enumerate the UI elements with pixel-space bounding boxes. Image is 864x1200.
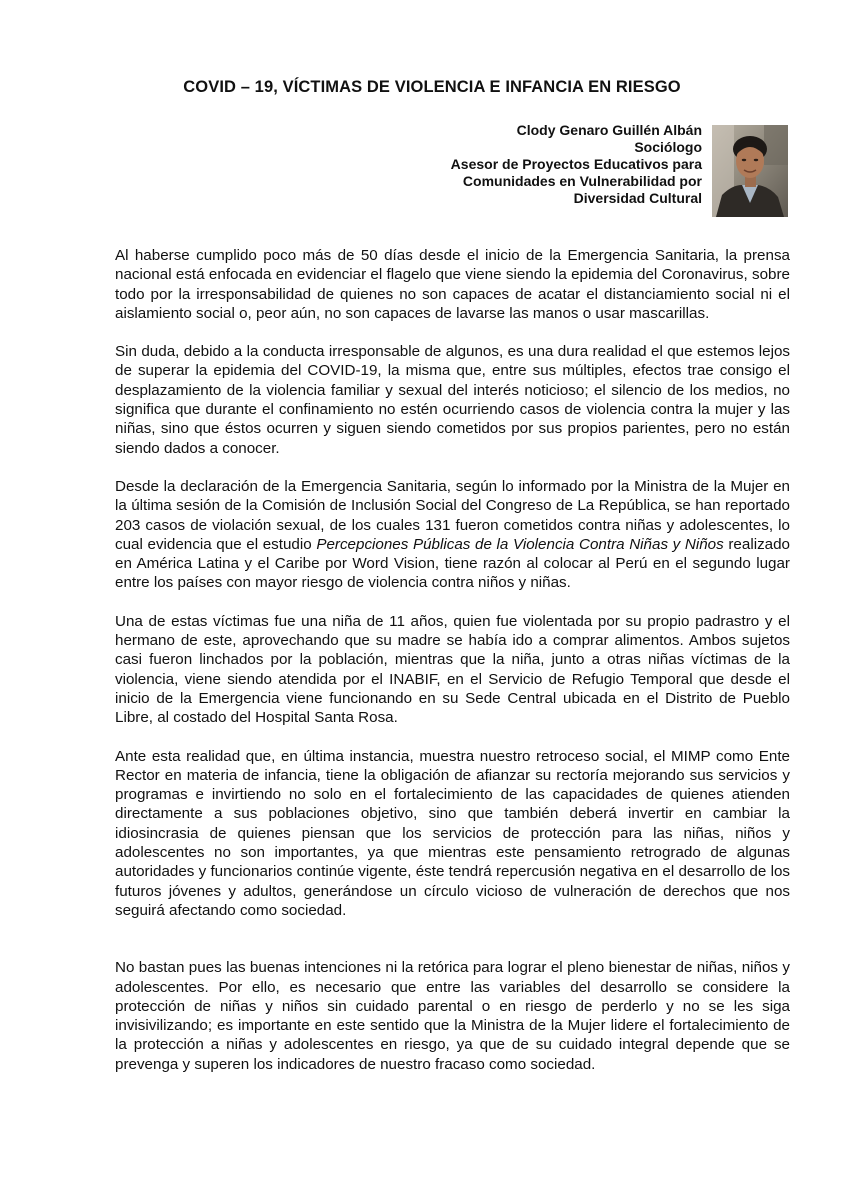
paragraph: Una de estas víctimas fue una niña de 11 años, quien fue violentada por su propio padrastro y el hermano de este, aprovechando que su madre se había ido a comprar alimentos. Ambos sujetos casi fueron linchados por la población, mientras que la niña, junto a otras niñas víctimas de la violencia, viene siendo atendida por el INABIF, en el Servicio de Refugio Temporal que desde el inicio de la Emergencia viene funcionando en su Sede Central ubicada en el Distrito de Pueblo Libre, al costado del Hospital Santa Rosa. <box>115 612 790 727</box>
author-position-line: Diversidad Cultural <box>573 190 702 206</box>
author-position-line: Asesor de Proyectos Educativos para <box>450 156 702 172</box>
paragraph: Sin duda, debido a la conducta irresponsable de algunos, es una dura realidad el que estemos lejos de superar la epidemia del COVID-19, la misma que, entre sus múltiples, efectos trae consigo el desplazamiento de la violencia familiar y sexual del interés noticioso; el silencio de los medios, no significa que durante el confinamiento no estén ocurriendo casos de violencia contra la mujer y las niñas, sino que éstos ocurren y siguen siendo cometidos por sus propios parientes, pero no están siendo dados a conocer. <box>115 343 790 457</box>
author-photo <box>712 125 788 217</box>
paragraph <box>115 477 790 593</box>
paragraph: No bastan pues las buenas intenciones ni la retórica para lograr el pleno bienestar de niñas, niños y adolescentes. Por ello, es necesario que entre las variables del desarrollo se considere la protección de niñas y niños sin cuidado parental o en riesgo de perderlo y no se les siga invisivilizando; es importante en este sentido que la Ministra de la Mujer lidere el fortalecimiento de la protección a niñas y adolescentes en riesgo, ya que de su cuidado integral depende que se prevenga y superen los indicadores de nuestro fracaso como sociedad. <box>115 959 790 1073</box>
article-body <box>115 246 790 1093</box>
author-block <box>322 122 702 207</box>
paragraph-text: realizado en América Latina y el Caribe por Word Vision, tiene razón al colocar al Perú en el segundo lugar entre los países con mayor riesgo de violencia contra niños y niñas. <box>115 535 790 592</box>
paragraph: Al haberse cumplido poco más de 50 días desde el inicio de la Emergencia Sanitaria, la prensa nacional está enfocada en evidenciar el flagelo que viene siendo la epidemia del Coronavirus, sobre todo por la irresponsabilidad de quienes no son capaces de acatar el distanciamiento social ni el aislamiento social o, peor aún, no son capaces de lavarse las manos o usar mascarillas. <box>115 247 790 322</box>
author-position-line: Comunidades en Vulnerabilidad por <box>462 173 702 189</box>
author-name: Clody Genaro Guillén Albán <box>516 122 702 138</box>
study-title: Percepciones Públicas de la Violencia Contra Niñas y Niños <box>316 535 724 553</box>
author-role: Sociólogo <box>634 139 702 155</box>
paragraph-text: Desde la declaración de la Emergencia Sanitaria, según lo informado por la Ministra de la Mujer en la última sesión de la Comisión de Inclusión Social del Congreso de La República, se han reportado 203 casos de violación sexual, de los cuales 131 fueron cometidos contra niñas y adolescentes, lo cual evidencia que el estudio <box>115 477 790 553</box>
document-title: COVID – 19, VÍCTIMAS DE VIOLENCIA E INFANCIA EN RIESGO <box>183 78 681 96</box>
paragraph: Ante esta realidad que, en última instancia, muestra nuestro retroceso social, el MIMP como Ente Rector en materia de infancia, tiene la obligación de afianzar su rectoría mejorando sus servicios y programas e invirtiendo no solo en el fortalecimiento de las capacidades de quienes atienden directamente a sus poblaciones objetivo, sino que también deberá invertir en cambiar la idiosincrasia de quienes piensan que los servicios de protección para las niñas, niños y adolescentes no son importantes, ya que mientras este pensamiento retrogrado de algunas autoridades y funcionarios continúe vigente, éste tendrá repercusión negativa en el desarrollo de los futuros jóvenes y adultos, generándose un círculo vicioso de vulneración de derechos que nos seguirá afectando como sociedad. <box>115 747 790 919</box>
author-portrait-icon <box>712 125 788 217</box>
